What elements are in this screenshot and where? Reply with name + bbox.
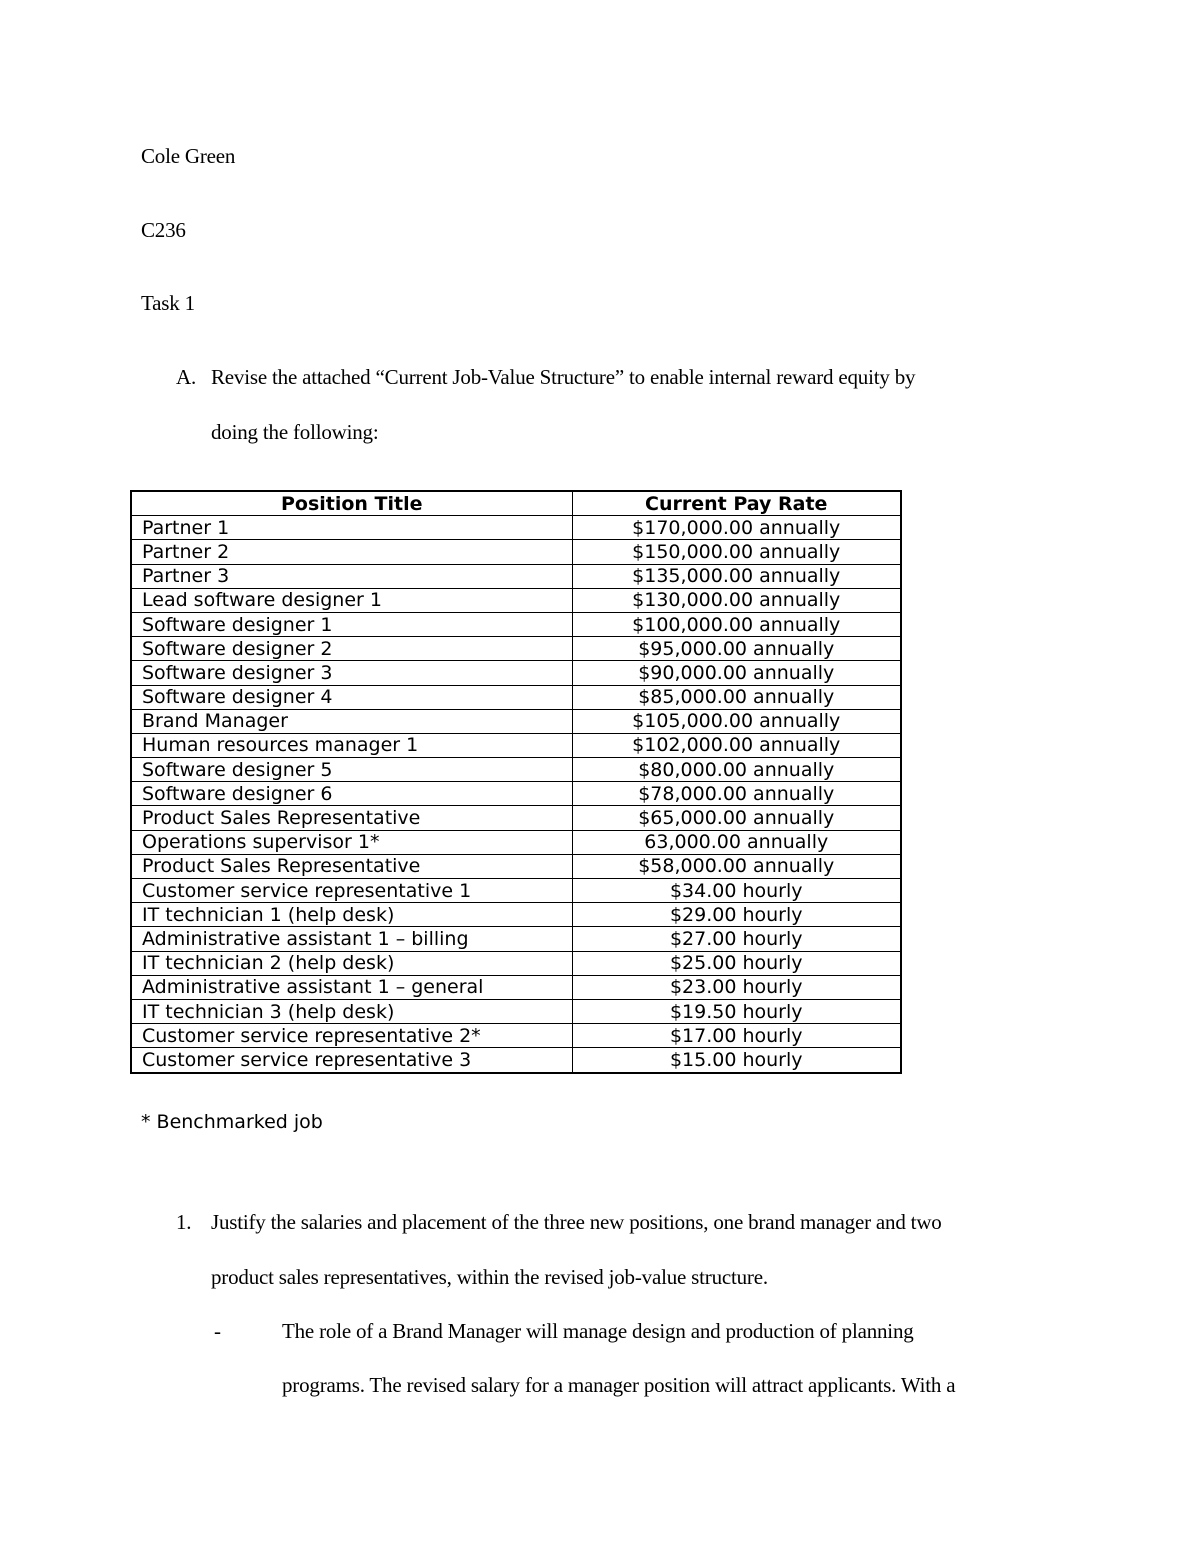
table-row	[131, 1048, 901, 1073]
table-row	[131, 830, 901, 854]
table-row	[131, 588, 901, 612]
pay-rate-cell: $17.00 hourly	[572, 1024, 901, 1048]
pay-rate-cell: $150,000.00 annually	[572, 540, 901, 564]
table-row	[131, 637, 901, 661]
pay-rate-cell: $170,000.00 annually	[572, 516, 901, 540]
footnote: * Benchmarked job	[141, 1111, 323, 1133]
position-title-cell: Software designer 1	[131, 612, 572, 636]
position-title-cell: IT technician 3 (help desk)	[131, 999, 572, 1023]
position-title-cell: Brand Manager	[131, 709, 572, 733]
table-row	[131, 709, 901, 733]
pay-rate-cell: $25.00 hourly	[572, 951, 901, 975]
column-header-current-pay-rate: Current Pay Rate	[572, 491, 901, 516]
list-marker-1: 1.	[176, 1210, 192, 1234]
table-row	[131, 782, 901, 806]
bullet-marker: -	[214, 1319, 221, 1343]
position-title-cell: Software designer 3	[131, 661, 572, 685]
table-row	[131, 975, 901, 999]
column-header-position-title: Position Title	[131, 491, 572, 516]
table-header-row	[131, 491, 901, 516]
item-1-text-line-2: product sales representatives, within the revised job-value structure.	[211, 1265, 768, 1289]
position-title-cell: Customer service representative 3	[131, 1048, 572, 1073]
pay-rate-cell: $65,000.00 annually	[572, 806, 901, 830]
position-title-cell: IT technician 2 (help desk)	[131, 951, 572, 975]
position-title-cell: Software designer 6	[131, 782, 572, 806]
job-value-table	[130, 490, 902, 1074]
pay-rate-cell: $90,000.00 annually	[572, 661, 901, 685]
position-title-cell: Product Sales Representative	[131, 854, 572, 878]
item-a-text-line-1: Revise the attached “Current Job-Value Structure” to enable internal reward equity by	[211, 365, 916, 389]
pay-rate-cell: $95,000.00 annually	[572, 637, 901, 661]
position-title-cell: Partner 1	[131, 516, 572, 540]
pay-rate-cell: $105,000.00 annually	[572, 709, 901, 733]
pay-rate-cell: $15.00 hourly	[572, 1048, 901, 1073]
position-title-cell: Customer service representative 2*	[131, 1024, 572, 1048]
author-name: Cole Green	[141, 144, 236, 168]
pay-rate-cell: $80,000.00 annually	[572, 758, 901, 782]
position-title-cell: Software designer 2	[131, 637, 572, 661]
table-row	[131, 540, 901, 564]
table-row	[131, 951, 901, 975]
table-row	[131, 685, 901, 709]
bullet-text-line-2: programs. The revised salary for a manager position will attract applicants. With a	[282, 1373, 956, 1397]
pay-rate-cell: $85,000.00 annually	[572, 685, 901, 709]
table-row	[131, 758, 901, 782]
table-row	[131, 733, 901, 757]
pay-rate-cell: $27.00 hourly	[572, 927, 901, 951]
pay-rate-cell: $100,000.00 annually	[572, 612, 901, 636]
position-title-cell: Product Sales Representative	[131, 806, 572, 830]
position-title-cell: Lead software designer 1	[131, 588, 572, 612]
table-row	[131, 999, 901, 1023]
position-title-cell: Software designer 5	[131, 758, 572, 782]
position-title-cell: Partner 2	[131, 540, 572, 564]
position-title-cell: Operations supervisor 1*	[131, 830, 572, 854]
pay-rate-cell: $78,000.00 annually	[572, 782, 901, 806]
table-row	[131, 564, 901, 588]
pay-rate-cell: $130,000.00 annually	[572, 588, 901, 612]
table-row	[131, 612, 901, 636]
table-row	[131, 806, 901, 830]
pay-rate-cell: $58,000.00 annually	[572, 854, 901, 878]
position-title-cell: Administrative assistant 1 – general	[131, 975, 572, 999]
item-a-text-line-2: doing the following:	[211, 420, 379, 444]
position-title-cell: Administrative assistant 1 – billing	[131, 927, 572, 951]
position-title-cell: Partner 3	[131, 564, 572, 588]
position-title-cell: IT technician 1 (help desk)	[131, 903, 572, 927]
list-marker-a: A.	[176, 365, 197, 389]
bullet-text-line-1: The role of a Brand Manager will manage design and production of planning	[282, 1319, 914, 1343]
table-row	[131, 927, 901, 951]
position-title-cell: Customer service representative 1	[131, 879, 572, 903]
pay-rate-cell: $34.00 hourly	[572, 879, 901, 903]
table-row	[131, 1024, 901, 1048]
course-code: C236	[141, 218, 186, 242]
table-row	[131, 879, 901, 903]
item-1-text-line-1: Justify the salaries and placement of the three new positions, one brand manager and two	[211, 1210, 942, 1234]
task-title: Task 1	[141, 291, 195, 315]
position-title-cell: Software designer 4	[131, 685, 572, 709]
table-row	[131, 854, 901, 878]
table-row	[131, 516, 901, 540]
pay-rate-cell: 63,000.00 annually	[572, 830, 901, 854]
pay-rate-cell: $135,000.00 annually	[572, 564, 901, 588]
pay-rate-cell: $23.00 hourly	[572, 975, 901, 999]
pay-rate-cell: $19.50 hourly	[572, 999, 901, 1023]
pay-rate-cell: $102,000.00 annually	[572, 733, 901, 757]
table-row	[131, 661, 901, 685]
position-title-cell: Human resources manager 1	[131, 733, 572, 757]
pay-rate-cell: $29.00 hourly	[572, 903, 901, 927]
table-row	[131, 903, 901, 927]
table-body	[131, 516, 901, 1073]
